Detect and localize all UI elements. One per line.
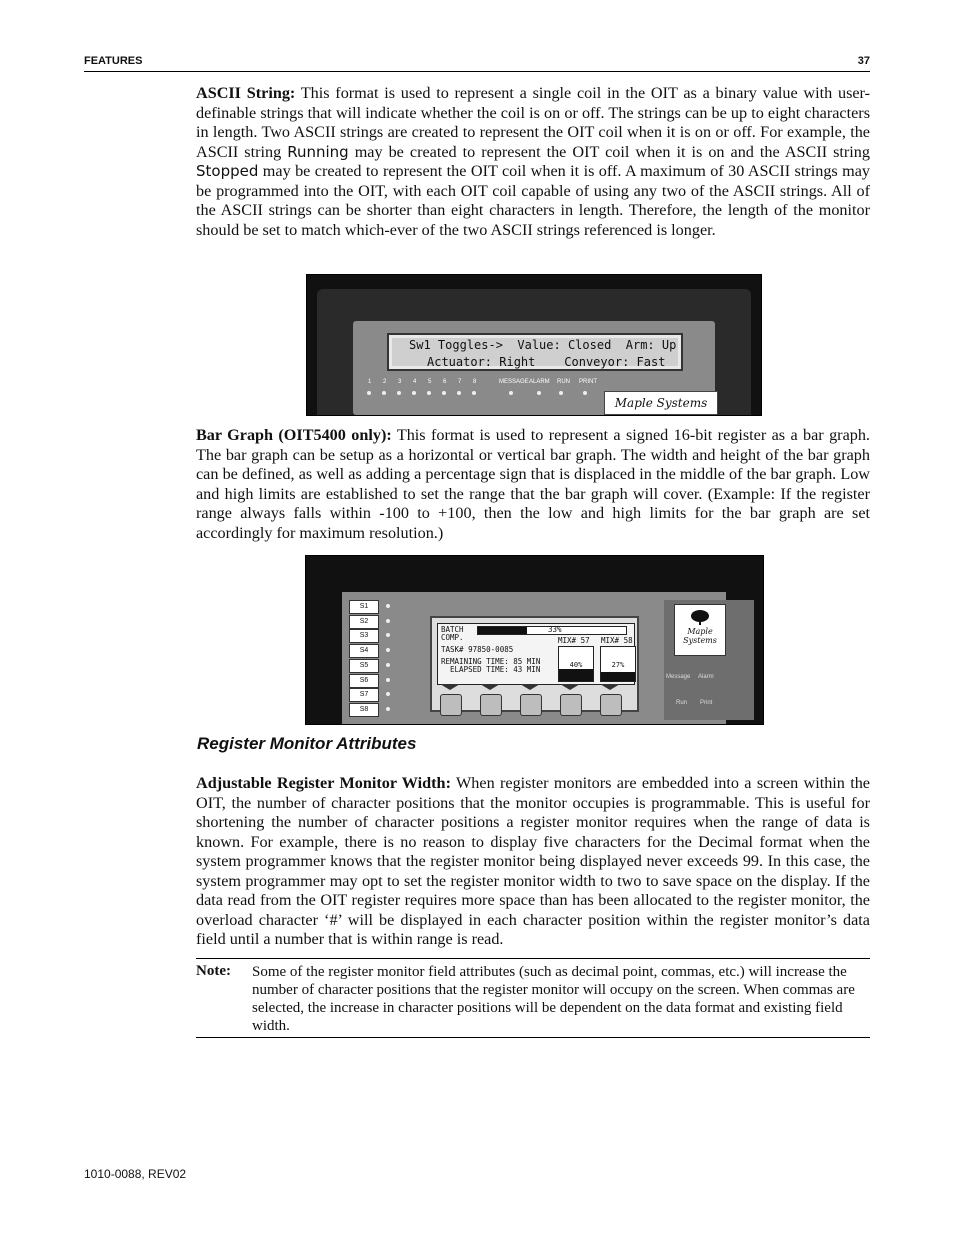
page-number: 37	[857, 55, 870, 67]
softkey-s4: S4	[349, 644, 379, 658]
led-alarm	[537, 391, 541, 395]
bar-graph-title: Bar Graph (OIT5400 only):	[196, 426, 392, 444]
page-header	[84, 55, 870, 72]
oit-faceplate: Sw1 Toggles-> Value: Closed Arm: Up Actuator: Right Conveyor: Fast 1 2 3 4 5 6 7 8 MESSAGE ALARM RUN PRINT	[353, 321, 715, 415]
led-2	[382, 391, 386, 395]
led-6	[442, 391, 446, 395]
softkey-s3: S3	[349, 629, 379, 643]
function-key-4	[560, 694, 582, 716]
function-key-1	[440, 694, 462, 716]
maple-systems-logo: Maple Systems	[604, 391, 718, 415]
led-3	[397, 391, 401, 395]
example-stopped: Stopped	[196, 162, 259, 180]
led-run	[559, 391, 563, 395]
function-key-5	[600, 694, 622, 716]
mix1-bar-graph: 40%	[558, 646, 594, 682]
led-7	[457, 391, 461, 395]
bar-graph-paragraph: Bar Graph (OIT5400 only): This format is used to represent a signed 16-bit register as a bar graph. The bar graph can be setup as a horizontal or vertical bar graph. The width and height of the bar graph can be defined, as well as adding a percentage sign that is displaced in the middle of the bar graph. Low and high limits are established to set the range that the bar graph will cover. (Example: If the register range always falls within -100 to +100, then the low and high limits for the bar graph are set accordingly for maximum resolution.)	[196, 426, 870, 542]
batch-progress-bar	[477, 626, 627, 635]
note-box	[196, 958, 870, 1038]
ascii-string-title: ASCII String:	[196, 84, 296, 102]
graphic-lcd-display: BATCH COMP. 33% TASK# 97850-0085 REMAINING TIME: 85 MIN ELAPSED TIME: 43 MIN MIX# 57 MIX# 58 40% 27%	[430, 616, 639, 712]
document-id: 1010-0088, REV02	[84, 1167, 187, 1181]
led-4	[412, 391, 416, 395]
batch-percent: 33%	[548, 625, 562, 634]
oit-panel-ascii-example	[306, 274, 762, 416]
section-title: FEATURES	[84, 55, 143, 67]
remaining-time: REMAINING TIME: 85 MIN	[441, 657, 541, 666]
led-5	[427, 391, 431, 395]
softkey-s2: S2	[349, 615, 379, 629]
softkey-s5: S5	[349, 659, 379, 673]
maple-systems-logo: Maple Systems	[674, 604, 726, 656]
note-text: Some of the register monitor field attributes (such as decimal point, commas, etc.) will increase the number of character positions that the register monitor will occupy on the screen. When commas are selected, the increase in character positions will be dependent on the data format and existing field width.	[252, 964, 855, 1034]
lcd-line-2: Actuator: Right Conveyor: Fast	[427, 355, 666, 369]
note-label: Note:	[196, 963, 231, 979]
led-print	[583, 391, 587, 395]
softkey-s6: S6	[349, 674, 379, 688]
example-running: Running	[287, 142, 349, 161]
oit-panel-bargraph-example	[305, 555, 764, 725]
led-1	[367, 391, 371, 395]
function-key-3	[520, 694, 542, 716]
register-monitor-width-paragraph: Adjustable Register Monitor Width: When register monitors are embedded into a screen within the OIT, the number of character positions that the monitor occupies is programmable. This is useful for shortening the number of character positions a register monitor requires when the range of data is known. For example, there is no reason to display five characters for the Decimal format when the system programmer knows that the register monitor being displayed never exceeds 99. In this case, the system programmer may opt to set the register monitor width to two to save space on the display. If the data read from the OIT register requires more space than has been allocated to the register monitor, the overload character ‘#’ will be displayed in each character position within the register monitor’s data field until a number that is within range is read.	[196, 774, 870, 948]
register-monitor-width-title: Adjustable Register Monitor Width:	[196, 774, 451, 792]
led-8	[472, 391, 476, 395]
softkey-s1: S1	[349, 600, 379, 614]
task-number: TASK# 97850-0085	[441, 645, 514, 654]
softkey-s7: S7	[349, 688, 379, 702]
tree-icon	[689, 609, 711, 625]
lcd-line-1: Sw1 Toggles-> Value: Closed Arm: Up	[409, 338, 677, 352]
mix2-label: MIX# 58	[601, 636, 633, 645]
register-monitor-attributes-heading: Register Monitor Attributes	[197, 734, 417, 753]
softkey-s8: S8	[349, 703, 379, 717]
function-key-2	[480, 694, 502, 716]
mix1-label: MIX# 57	[558, 636, 590, 645]
oit-status-section: Maple Systems Message Alarm Run Print	[664, 600, 754, 720]
ascii-string-paragraph: ASCII String: This format is used to represent a single coil in the OIT as a binary value with user-definable strings that will indicate whether the coil is on or off. The strings can be up to eight characters in length. Two ASCII strings are created to represent the OIT coil when it is on or off. For example, the ASCII string Running may be created to represent the OIT coil when it is on and the ASCII string Stopped may be created to represent the OIT coil when it is off. A maximum of 30 ASCII strings may be programmed into the OIT, with each OIT coil capable of using any two of the ASCII strings. All of the ASCII strings can be shorter than eight characters in length. Therefore, the length of the monitor should be set to match which-ever of the two ASCII strings referenced is longer.	[196, 84, 871, 239]
mix2-bar-graph: 27%	[600, 646, 636, 682]
elapsed-time: ELAPSED TIME: 43 MIN	[441, 665, 541, 674]
batch-progress-fill	[478, 627, 527, 634]
lcd-display	[387, 333, 683, 371]
led-message	[509, 391, 513, 395]
